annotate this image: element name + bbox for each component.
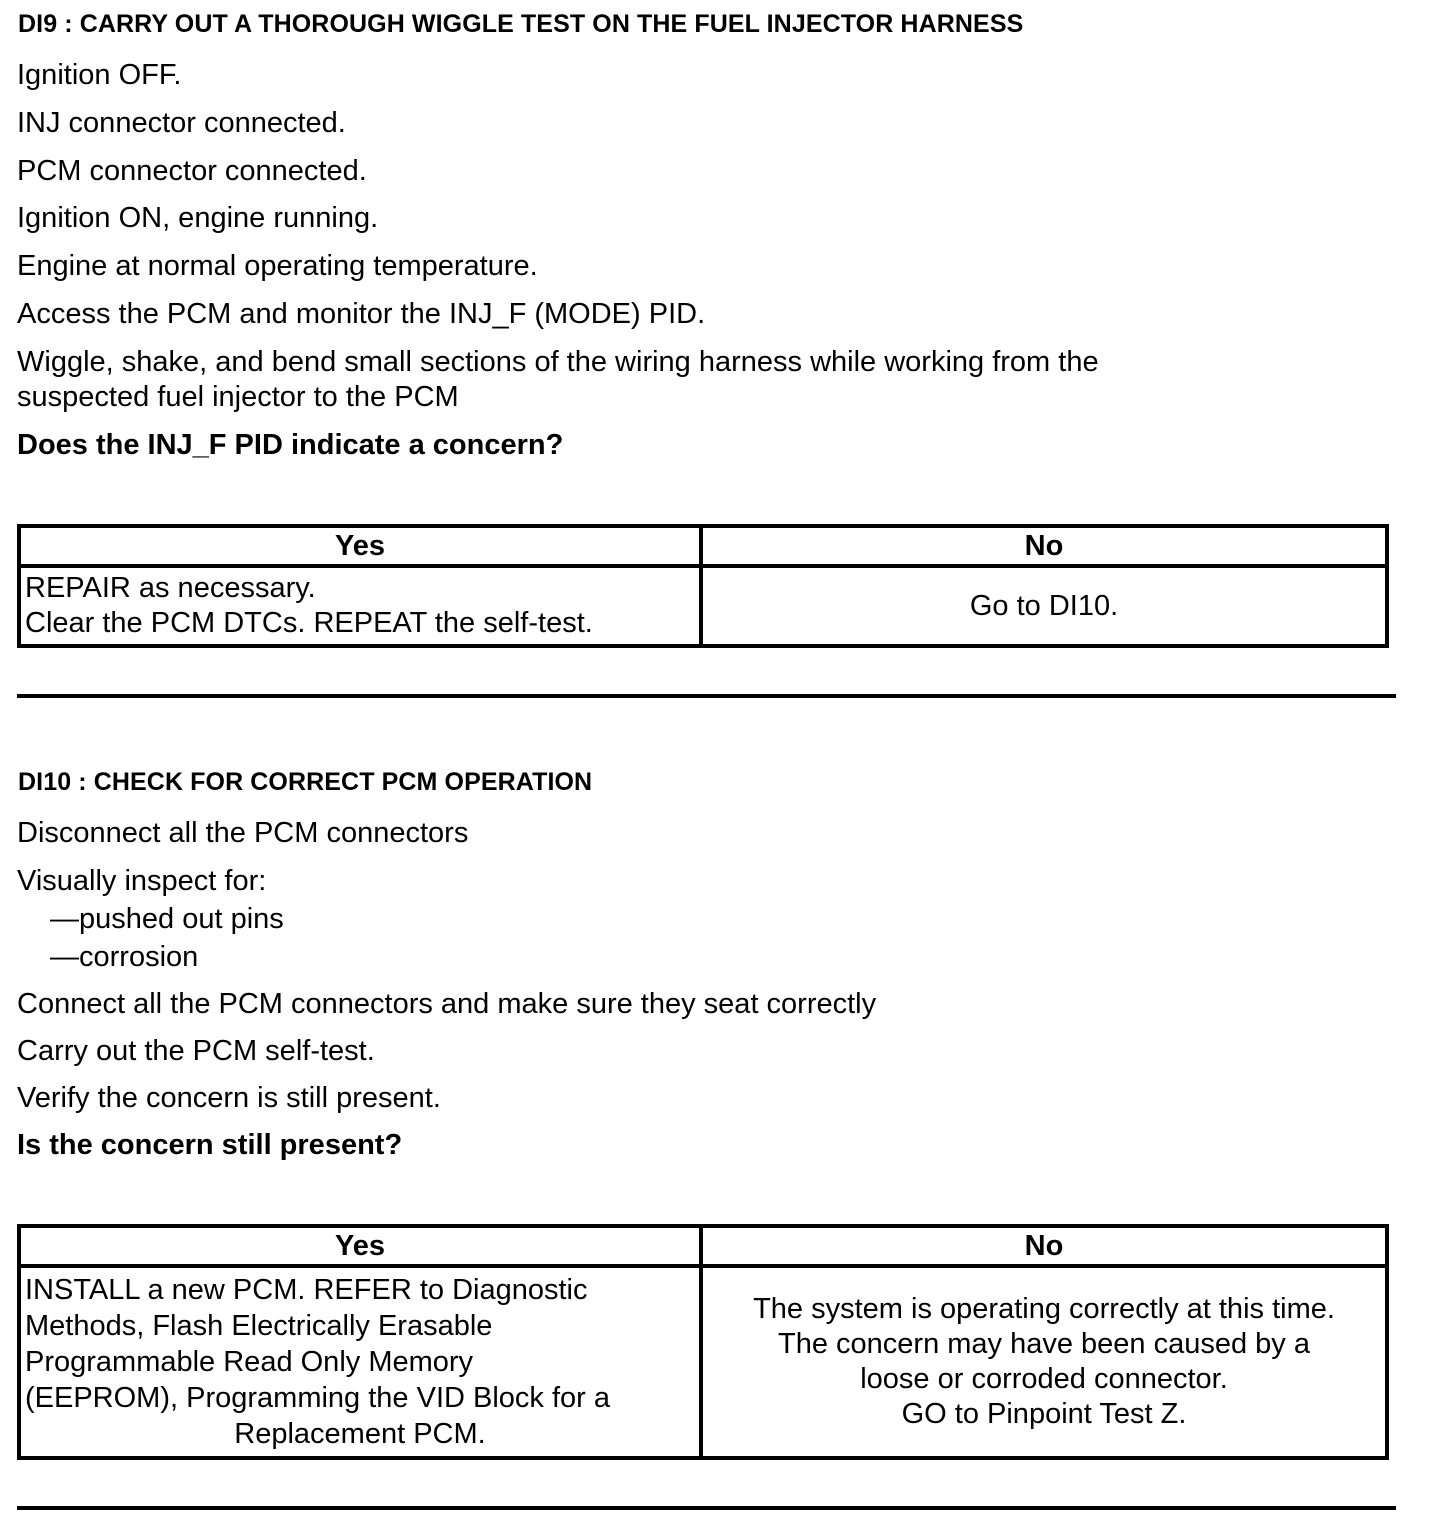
di9-step-4: Ignition ON, engine running. <box>17 202 379 234</box>
di10-yes-line-4: (EEPROM), Programming the VID Block for a <box>25 1382 610 1414</box>
di9-step-2: INJ connector connected. <box>17 107 346 139</box>
di10-yes-line-5: Replacement PCM. <box>234 1418 486 1450</box>
di10-step-4: Carry out the PCM self-test. <box>17 1035 375 1067</box>
di9-step-1: Ignition OFF. <box>17 59 182 91</box>
di10-inspect-item-2: —corrosion <box>50 941 199 973</box>
di10-no-line-3: loose or corroded connector. <box>860 1363 1228 1395</box>
di9-step-3: PCM connector connected. <box>17 155 367 187</box>
di9-step-6: Access the PCM and monitor the INJ_F (MODE) PID. <box>17 298 706 330</box>
di10-no-line-2: The concern may have been caused by a <box>778 1328 1310 1360</box>
di9-yes-line-1: REPAIR as necessary. <box>25 572 316 604</box>
di10-no-line-4: GO to Pinpoint Test Z. <box>901 1398 1187 1430</box>
di10-step-2: Visually inspect for: <box>17 865 267 897</box>
di10-yes-line-2: Methods, Flash Electrically Erasable <box>25 1310 493 1342</box>
di10-step-3: Connect all the PCM connectors and make sure they seat correctly <box>17 988 877 1020</box>
di9-no-cell: Go to DI10. <box>701 566 1387 646</box>
di9-table-header-row <box>19 526 1387 566</box>
di10-title: DI10 : CHECK FOR CORRECT PCM OPERATION <box>18 768 593 796</box>
di10-yes-line-1: INSTALL a new PCM. REFER to Diagnostic <box>25 1274 588 1306</box>
di9-no-header: No <box>701 526 1387 566</box>
di10-no-header: No <box>701 1226 1387 1266</box>
section-divider-1 <box>17 694 1396 698</box>
di10-table-header-row <box>19 1226 1387 1266</box>
section-divider-2 <box>17 1506 1396 1510</box>
di10-step-1: Disconnect all the PCM connectors <box>17 817 469 849</box>
di10-step-5: Verify the concern is still present. <box>17 1082 441 1114</box>
di9-table-body-row <box>19 566 1387 646</box>
di10-decision-table <box>17 1224 1389 1460</box>
di10-question: Is the concern still present? <box>17 1129 403 1161</box>
di9-step-7-continued: suspected fuel injector to the PCM <box>17 381 459 413</box>
di9-title: DI9 : CARRY OUT A THOROUGH WIGGLE TEST ON THE FUEL INJECTOR HARNESS <box>18 10 1024 38</box>
di9-step-5: Engine at normal operating temperature. <box>17 250 538 282</box>
di10-no-cell <box>701 1266 1387 1458</box>
di9-yes-header: Yes <box>19 526 701 566</box>
di9-yes-cell <box>19 566 701 646</box>
di9-yes-line-2: Clear the PCM DTCs. REPEAT the self-test. <box>25 607 593 639</box>
di9-decision-table <box>17 524 1389 648</box>
di10-yes-cell <box>19 1266 701 1458</box>
di10-no-line-1: The system is operating correctly at this time. <box>753 1293 1335 1325</box>
di10-table-body-row <box>19 1266 1387 1458</box>
di10-inspect-item-1: —pushed out pins <box>50 903 284 935</box>
di10-yes-header: Yes <box>19 1226 701 1266</box>
di9-step-7: Wiggle, shake, and bend small sections of the wiring harness while working from the <box>17 346 1099 378</box>
di10-yes-line-3: Programmable Read Only Memory <box>25 1346 474 1378</box>
di9-question: Does the INJ_F PID indicate a concern? <box>17 429 564 461</box>
